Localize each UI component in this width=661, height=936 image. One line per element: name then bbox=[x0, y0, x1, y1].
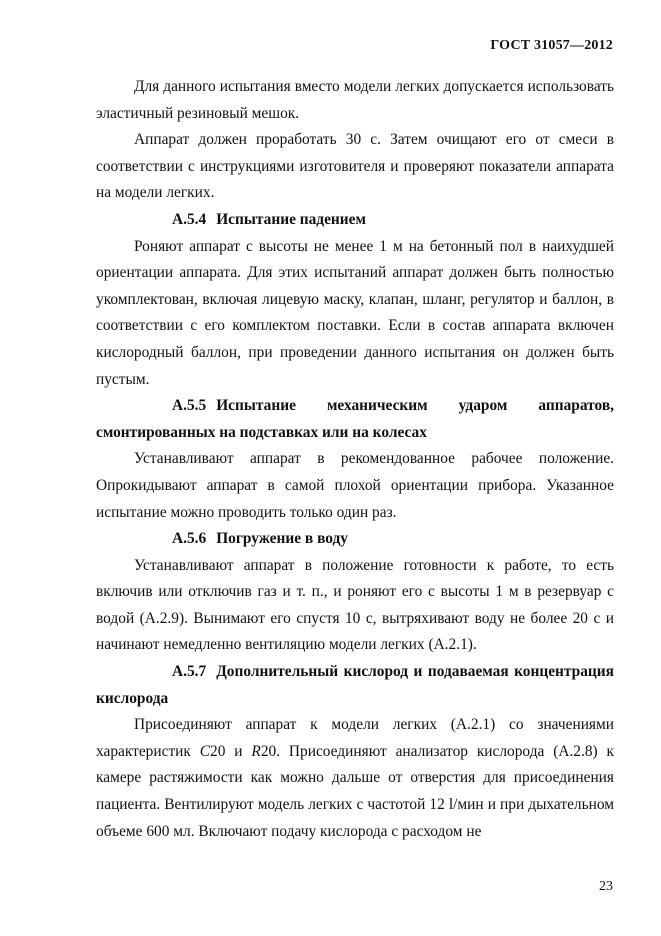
page-number: 23 bbox=[599, 879, 613, 894]
standard-header: ГОСТ 31057—2012 bbox=[490, 38, 613, 53]
section-heading-a57 bbox=[96, 659, 614, 712]
paragraph-impact-test: Устанавливают аппарат в рекомендованное рабочее положение. Опрокидывают аппарат в самой плохой ориентации прибора. Указанное испытание можно проводить только один раз. bbox=[96, 450, 614, 521]
text-fragment: 20 и bbox=[210, 742, 252, 760]
symbol-c: C bbox=[199, 742, 211, 760]
symbol-r: R bbox=[251, 742, 261, 760]
section-title: Дополнительный кислород и подаваемая концентрация кислорода bbox=[96, 663, 614, 707]
paragraph-run-30s: Аппарат должен проработать 30 с. Затем очищают его от смеси в соответствии с инструкциями изготовителя и проверяют показатели аппарата на модели легких. bbox=[96, 131, 614, 202]
text-fragment: 20. Присоединяют анализатор кислорода (А.2.8) к камере растяжимости как можно дальше от отверстия для присоединения пациента. Вентилируют модель легких с частотой 12 l/мин и при дыхательном объеме 600 мл. Включают подачу кислорода с расходом не bbox=[96, 742, 615, 840]
section-title: Испытание падением bbox=[216, 210, 366, 228]
section-number: А.5.7 bbox=[172, 663, 207, 681]
section-title: Испытание механическим ударом аппаратов, смонтированных на подставках или на колесах bbox=[96, 397, 614, 441]
section-heading-a54 bbox=[96, 207, 614, 234]
section-heading-a55 bbox=[96, 393, 614, 446]
paragraph-oxygen-test bbox=[96, 712, 614, 845]
section-number: А.5.5 bbox=[172, 397, 207, 415]
paragraph-water-immersion: Устанавливают аппарат в положение готовности к работе, то есть включив или отключив газ и т. п., и роняют его с высоты 1 м в резервуар с водой (А.2.9). Вынимают его спустя 10 с, вытряхивают воду не более 20 с и начинают немедленно вентиляцию модели легких (А.2.1). bbox=[96, 556, 614, 654]
section-title: Погружение в воду bbox=[216, 530, 349, 548]
document-body bbox=[96, 74, 614, 845]
section-number: А.5.4 bbox=[172, 210, 207, 228]
paragraph-rubber-bag: Для данного испытания вместо модели легких допускается использовать эластичный резиновый мешок. bbox=[96, 78, 614, 122]
paragraph-drop-test: Роняют аппарат с высоты не менее 1 м на бетонный пол в наихудшей ориентации аппарата. Для этих испытаний аппарат должен быть полностью укомплектован, включая лицевую маску, клапан, шланг, регулятор и баллон, в соответствии с его комплектом поставки. Если в состав аппарата включен кислородный баллон, при проведении данного испытания он должен быть пустым. bbox=[96, 237, 614, 388]
section-heading-a56 bbox=[96, 526, 614, 553]
section-number: А.5.6 bbox=[172, 530, 207, 548]
text-fragment: Присоединяют аппарат к модели легких (А.2.1) со значениями характеристик bbox=[96, 716, 614, 760]
